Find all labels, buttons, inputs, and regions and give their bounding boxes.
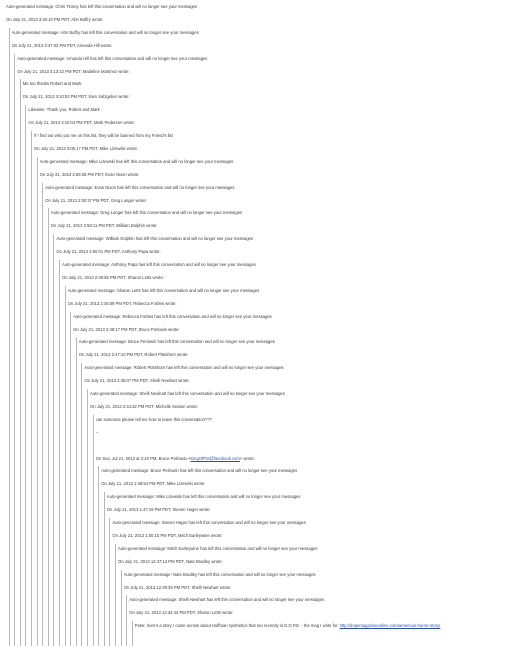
thread-line xyxy=(96,430,527,436)
thread-line xyxy=(84,365,527,371)
thread-line-text: Auto-generated message: Rebecca Forbes has left this conversation and will no longer see your messages xyxy=(73,313,272,319)
thread-line-text: Auto-generated message: Chris Tinney has left this conversation and will no longer see your messages xyxy=(6,4,198,9)
quote-bar xyxy=(37,157,38,646)
thread-line xyxy=(84,378,527,384)
thread-line-text: On July 21, 2013 3:40:10 PM PDT, Abri Buffry wrote: xyxy=(6,16,104,22)
thread-line-text: Auto-generated message: Anthony Papa has left this conversation and will no longer see your messages xyxy=(62,262,256,267)
thread-line-text: On July 21, 2013 12:47:14 PM PDT, Nate Bradley wrote: xyxy=(118,558,223,564)
thread-line xyxy=(90,404,527,410)
thread-line xyxy=(118,559,527,565)
thread-line-text: Auto-generated message: Mitch Earleywine has left this conversation and will no longer see your messages xyxy=(118,545,318,551)
quote-bar xyxy=(59,260,60,646)
thread-line-text: On July 21, 2013 2:44:32 PM PDT, Michelle Seaton wrote: xyxy=(90,403,199,409)
quote-bar xyxy=(14,54,15,646)
thread-line xyxy=(96,443,527,449)
thread-line xyxy=(124,585,527,591)
thread-line xyxy=(12,43,527,49)
thread-line-text: On July 21, 2013 2:48:09 PM PDT, Rebecca Forbes wrote: xyxy=(67,300,177,306)
thread-line-text: Auto-generated message: Mike Lizewski has left this conversation and will no longer see your messages xyxy=(39,158,234,164)
thread-line xyxy=(107,507,527,513)
thread-line xyxy=(129,597,527,603)
quote-bar xyxy=(76,337,77,646)
thread-line xyxy=(62,262,527,268)
thread-line xyxy=(40,172,527,178)
quote-bar xyxy=(25,105,26,646)
quote-bar xyxy=(48,208,49,646)
quote-bar xyxy=(132,621,133,646)
thread-line xyxy=(112,533,527,539)
thread-line-text: Auto-generated message: Abri Buffry has left this conversation and will no longer see your messages xyxy=(11,29,199,35)
thread-line xyxy=(118,546,527,552)
thread-line-text: can someone please tell me how to leave this conversation??? xyxy=(95,416,212,422)
thread-line-text: On July 21, 2013 2:50:37 PM PDT, Greg Lunger wrote: xyxy=(45,197,147,203)
thread-line-text: On July 21, 2013 3:05:17 PM PDT, Mike Lizewski wrote: xyxy=(34,145,139,151)
quote-bar xyxy=(87,389,88,646)
quote-bar xyxy=(109,518,110,646)
thread-line-text: If I find out who put me on this list, they will be banned from my Friend's list xyxy=(34,133,173,138)
thread-line-text: On July 21, 2013 3:10:04 PM PDT, Mark Pederson wrote: xyxy=(28,120,135,126)
quote-bar xyxy=(70,312,71,646)
thread-line xyxy=(17,56,527,62)
email-link[interactable]: KingOfPot@facebook.com xyxy=(190,455,240,461)
thread-line xyxy=(56,236,527,242)
thread-line xyxy=(129,610,527,616)
thread-line-text: Auto-generated message: Sharon Letts has left this conversation and will no longer see your messages xyxy=(67,287,260,293)
thread-line xyxy=(73,314,527,320)
thread-line xyxy=(90,391,527,397)
thread-line-text: On July 21, 2013 1:47:19 PM PDT, Steven Hager wrote: xyxy=(106,507,211,513)
thread-line-text: On July 21, 2013 2:50:01 PM PDT, Anthony Papa wrote: xyxy=(56,249,161,255)
quote-bar xyxy=(42,183,43,646)
thread-line-text: On July 21, 2013 3:10:53 PM PDT, Sam Salzgeber wrote: xyxy=(22,94,130,100)
thread-line-text: Auto-generated message: Bruce Perlowin has left this conversation and will no longer see your messages xyxy=(101,468,298,474)
thread-line xyxy=(73,327,527,333)
quote-bar xyxy=(93,415,94,646)
thread-line-text: Auto-generated message: Bruce Perlowin has left this conversation and will no longer see your messages xyxy=(78,339,275,345)
thread-line-text: Auto-generated message: William Dolphin has left this conversation and will no longer see your messages xyxy=(56,236,254,242)
thread-line xyxy=(101,468,527,474)
thread-line xyxy=(124,572,527,578)
thread-line-text: On July 21, 2013 1:48:54 PM PDT, Mike Lizewski wrote: xyxy=(101,481,206,487)
thread-line xyxy=(112,520,527,526)
quote-bar xyxy=(9,28,10,646)
thread-line-text: Auto-generated message: Mike Lizewski has left this conversation and will no longer see your messages xyxy=(106,494,301,500)
thread-line-text: Auto-generated message: Greg Lunger has left this conversation and will no longer see your messages xyxy=(50,210,243,216)
thread-line xyxy=(96,417,527,423)
thread-line-text: Auto-generated message: Shelli Newhart has left this conversation and will no longer see your messages xyxy=(90,391,285,396)
quote-bar xyxy=(98,466,99,646)
quote-bar xyxy=(121,570,122,646)
thread-line xyxy=(79,352,527,358)
thread-line-text: Me too thanks Robert and Mark xyxy=(22,81,82,87)
quote-bar xyxy=(126,595,127,646)
thread-line-text: On July 21, 2013 3:13:22 PM PDT, Madeline Martinez wrote: xyxy=(17,68,130,74)
thread-line-text: On July 21, 2013 12:39:39 PM PDT, Shelli Newhart wrote: xyxy=(123,584,232,590)
quote-bar xyxy=(115,544,116,646)
thread-line xyxy=(45,198,527,204)
email-link[interactable]: http://dopemagazineonline.com/american-horror-story/ xyxy=(339,623,441,629)
thread-line xyxy=(107,494,527,500)
thread-line-text: -- xyxy=(95,429,99,435)
thread-line-text: Likewise. Thank you, Robert and Mark xyxy=(28,107,100,113)
thread-line-text: Auto-generated message: Shelli Newhart has left this conversation and will no longer see your messages xyxy=(129,597,325,603)
thread-line-text: On July 21, 2013 2:48:55 PM PDT, Sharon Letts wrote: xyxy=(62,274,164,280)
thread-line-text: Auto-generated message: Evan Nixon has left this conversation and will no longer see your messages xyxy=(45,184,235,190)
quote-bar xyxy=(81,363,82,646)
thread-line xyxy=(68,288,527,294)
thread-line xyxy=(34,146,527,152)
thread-line xyxy=(96,456,527,462)
thread-line xyxy=(23,94,527,100)
thread-line xyxy=(28,107,527,113)
quote-bar xyxy=(53,234,54,646)
thread-line xyxy=(6,17,527,23)
thread-line-text: On July 21, 2013 2:47:10 PM PDT, Robert Platshorn wrote: xyxy=(78,352,189,358)
thread-line-suffix: > wrote: xyxy=(239,455,255,461)
thread-line xyxy=(34,133,527,139)
thread-line-text: On July 21, 2013 2:46:07 PM PDT, Shelli Newhart wrote: xyxy=(84,378,190,384)
thread-line-text: On Sun, Jul 21, 2013 at 2:20 PM, Bruce Perlowin < xyxy=(95,455,191,461)
thread-line-text: Auto-generated message: Steven Hager has left this conversation and will no longer see your messages xyxy=(112,520,306,525)
thread-line xyxy=(17,69,527,75)
thread-line xyxy=(68,301,527,307)
thread-line xyxy=(62,275,527,281)
thread-line-text: Auto-generated message: Amanda Hill has left this conversation and will no longer see your messages xyxy=(17,55,208,61)
quote-bar xyxy=(31,131,32,646)
thread-line xyxy=(135,623,527,629)
quote-bar xyxy=(20,79,21,646)
thread-line-text: On July 21, 2013 3:37:03 PM PDT, Amanda Hill wrote: xyxy=(11,42,113,48)
quote-bar xyxy=(65,286,66,646)
thread-line xyxy=(28,120,527,126)
thread-line-text: Auto-generated message: Nate Bradley has left this conversation and will no longer see your messages xyxy=(123,571,316,577)
thread-line xyxy=(79,339,527,345)
thread-line-text: On July 21, 2013 2:59:26 PM PDT, Evan Nixon wrote: xyxy=(39,171,140,177)
thread-line xyxy=(101,481,527,487)
thread-line-text: On July 21, 2013 1:00:15 PM PDT, Mitch Earleywine wrote: xyxy=(112,532,223,538)
thread-line-text: Auto-generated message: Robert Platshorn has left this conversation and will no longer see your messages xyxy=(84,365,284,371)
thread-line-text: On July 21, 2013 12:34:44 PM PDT, Sharon Letts wrote: xyxy=(129,610,234,616)
thread-line xyxy=(51,210,527,216)
thread-line-text: On July 21, 2013 2:50:11 PM PDT, William Dolphin wrote: xyxy=(50,223,158,229)
thread-line xyxy=(51,223,527,229)
thread-line xyxy=(45,185,527,191)
thread-line xyxy=(23,81,527,87)
thread-line-text: On July 21, 2013 2:48:17 PM PDT, Bruce Perlowin wrote: xyxy=(73,326,180,332)
thread-line xyxy=(12,30,527,36)
thread-line xyxy=(6,4,527,10)
thread-line xyxy=(56,249,527,255)
quote-bar xyxy=(104,492,105,646)
thread-line xyxy=(40,159,527,165)
thread-line-text: Peter, here's a story I came across about Huffman synthetics that ran recently in D.O.P.E. - the mag I write for. xyxy=(134,623,340,629)
